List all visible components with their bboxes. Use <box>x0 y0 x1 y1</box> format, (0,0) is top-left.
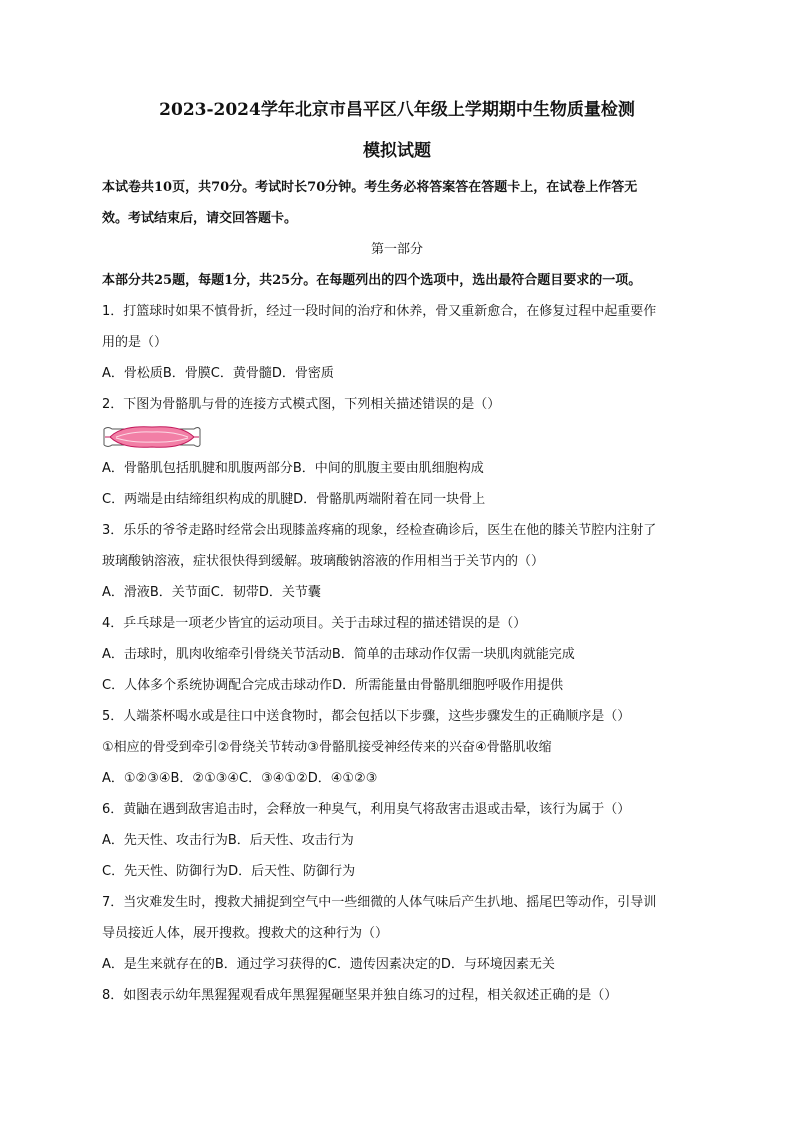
question-line: 4．乒乓球是一项老少皆宜的运动项目。关于击球过程的描述错误的是（） <box>102 616 527 631</box>
page-title-line-2: 模拟试题 <box>363 141 431 161</box>
section-heading: 第一部分 <box>370 242 423 257</box>
question-line: 7．当灾难发生时，搜救犬捕捉到空气中一些细微的人体气味后产生扒地、摇尾巴等动作，引导训 <box>102 895 657 910</box>
answer-options: C．两端是由结缔组织构成的肌腱D．骨骼肌两端附着在同一块骨上 <box>102 492 486 507</box>
question-2 <box>102 389 794 515</box>
answer-options: C．人体多个系统协调配合完成击球动作D．所需能量由骨骼肌细胞呼吸作用提供 <box>102 678 564 693</box>
question-line: 3．乐乐的爷爷走路时经常会出现膝盖疼痛的现象，经检查确诊后，医生在他的膝关节腔内注射了 <box>102 523 657 538</box>
question-3 <box>102 515 794 608</box>
question-line: 8．如图表示幼年黑猩猩观看成年黑猩猩砸坚果并独自练习的过程，相关叙述正确的是（） <box>102 988 618 1003</box>
step-list: ①相应的骨受到牵引②骨绕关节转动③骨骼肌接受神经传来的兴奋④骨骼肌收缩 <box>102 740 552 755</box>
question-line: 玻璃酸钠溶液，症状很快得到缓解。玻璃酸钠溶液的作用相当于关节内的（） <box>102 554 545 569</box>
question-line: 用的是（） <box>102 335 168 350</box>
answer-options: C．先天性、防御行为D．后天性、防御行为 <box>102 864 356 879</box>
section-intro: 本部分共25题，每题1分，共25分。在每题列出的四个选项中，选出最符合题目要求的一项。 <box>102 273 642 288</box>
question-4 <box>102 608 794 701</box>
answer-options: A．骨松质B．骨膜C．黄骨髓D．骨密质 <box>102 366 334 381</box>
question-line: 6．黄鼬在遇到敌害追击时，会释放一种臭气，利用臭气将敌害击退或击晕，该行为属于（） <box>102 802 631 817</box>
question-6 <box>102 794 794 887</box>
question-line: 2．下图为骨骼肌与骨的连接方式模式图，下列相关描述错误的是（） <box>102 397 501 412</box>
muscle-belly <box>110 427 194 448</box>
question-5 <box>102 701 794 794</box>
question-line: 1．打篮球时如果不慎骨折，经过一段时间的治疗和休养，骨又重新愈合，在修复过程中起重要作 <box>102 304 657 319</box>
instructions-line-2: 效。考试结束后，请交回答题卡。 <box>102 211 298 226</box>
skeletal-muscle-diagram <box>102 423 202 451</box>
muscle-bone-figure <box>102 420 794 453</box>
answer-options: A．先天性、攻击行为B．后天性、攻击行为 <box>102 833 354 848</box>
instructions-line-1: 本试卷共10页，共70分。考试时长70分钟。考生务必将答案答在答题卡上，在试卷上作答无 <box>102 180 638 195</box>
answer-options: A．骨骼肌包括肌腱和肌腹两部分B．中间的肌腹主要由肌细胞构成 <box>102 461 484 476</box>
answer-options: A．是生来就存在的B．通过学习获得的C．遗传因素决定的D．与环境因素无关 <box>102 957 555 972</box>
answer-options: A．滑液B．关节面C．韧带D．关节囊 <box>102 585 321 600</box>
question-line: 5．人端茶杯喝水或是往口中送食物时，都会包括以下步骤，这些步骤发生的正确顺序是（） <box>102 709 631 724</box>
answer-options: A．①②③④B．②①③④C．③④①②D．④①②③ <box>102 771 378 786</box>
answer-options: A．击球时，肌肉收缩牵引骨绕关节活动B．简单的击球动作仅需一块肌肉就能完成 <box>102 647 575 662</box>
question-8 <box>102 980 794 1011</box>
question-1 <box>102 296 794 389</box>
question-line: 导员接近人体，展开搜救。搜救犬的这种行为（） <box>102 926 389 941</box>
question-7 <box>102 887 794 980</box>
page-title-line-1: 2023-2024学年北京市昌平区八年级上学期期中生物质量检测 <box>159 100 635 120</box>
